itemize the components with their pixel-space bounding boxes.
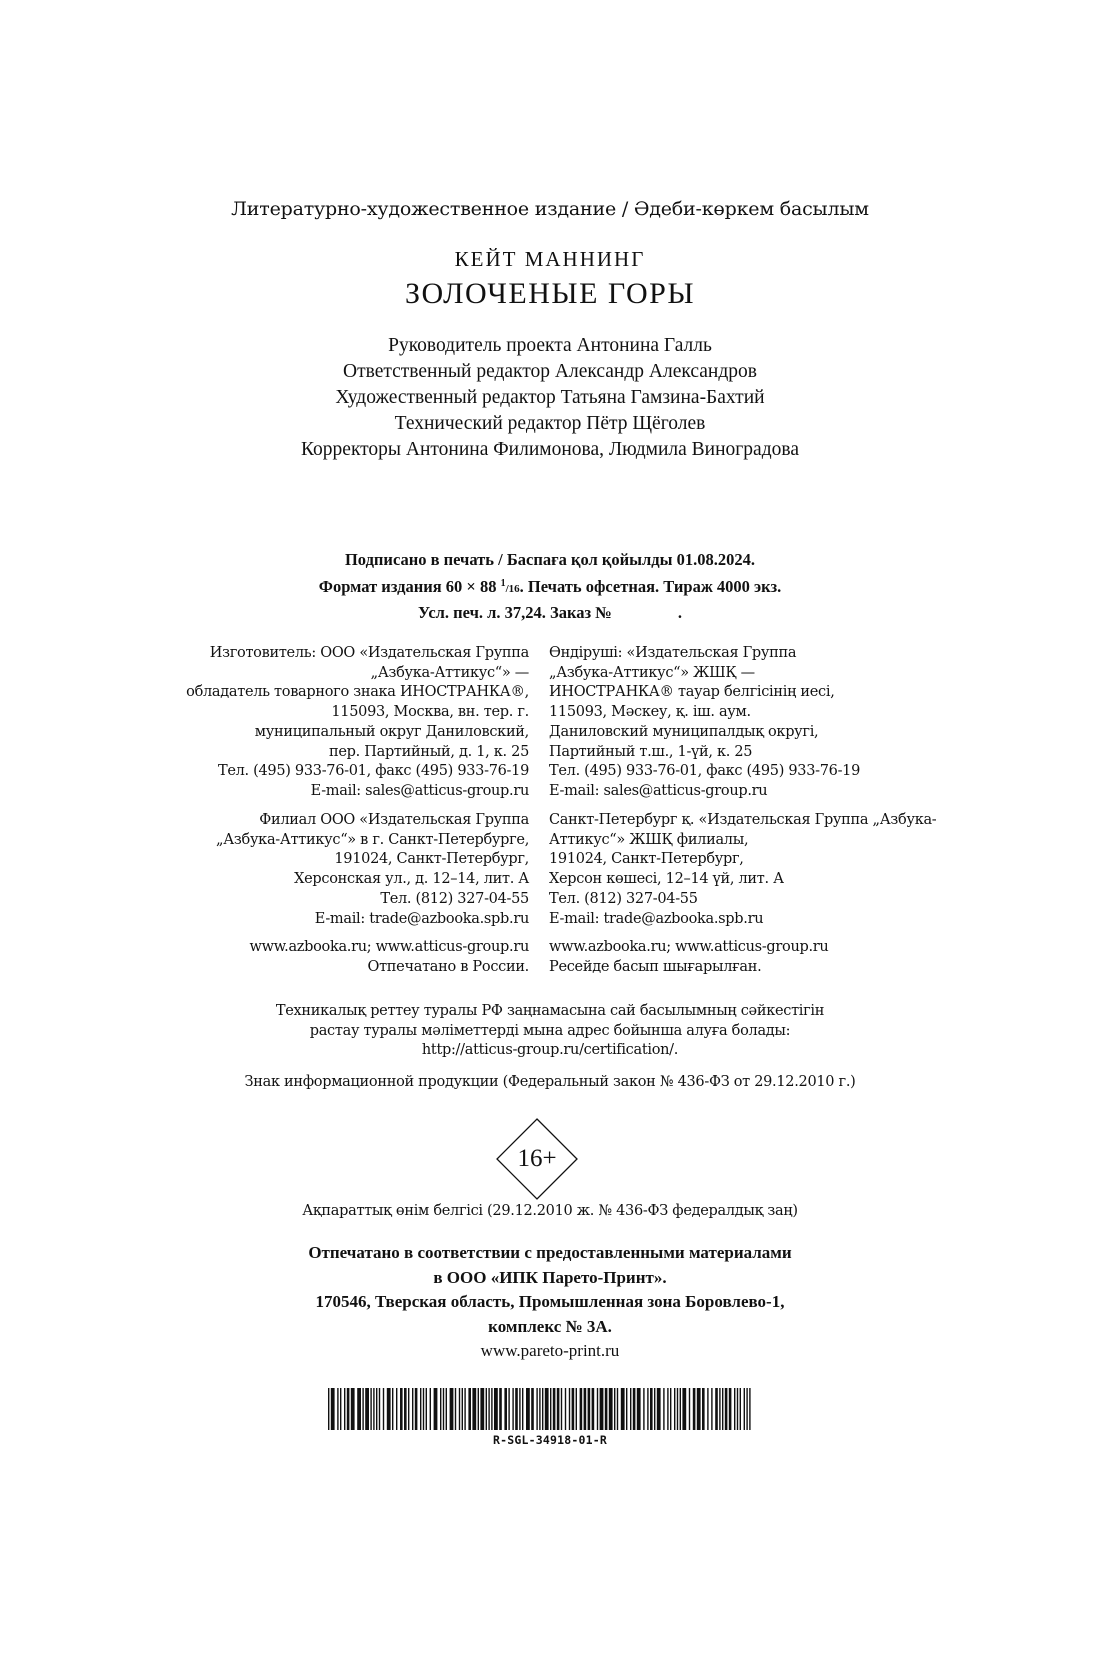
barcode-bar bbox=[504, 1388, 507, 1430]
barcode-bar bbox=[536, 1388, 537, 1430]
branch-kz-line: 191024, Санкт-Петербург, bbox=[549, 851, 744, 868]
barcode-bar bbox=[693, 1388, 696, 1430]
barcode-bar bbox=[588, 1388, 591, 1430]
barcode-bar bbox=[576, 1388, 577, 1430]
barcode-bar bbox=[494, 1388, 498, 1430]
barcode-bar bbox=[545, 1388, 549, 1430]
barcode-bar bbox=[396, 1388, 397, 1430]
barcode-bar bbox=[531, 1388, 534, 1430]
info-sign-ru: Знак информационной продукции (Федеральный закон № 436-ФЗ от 29.12.2010 г.) bbox=[244, 1074, 856, 1090]
manufacturer-ru-line: „Азбука-Аттикус“» — bbox=[370, 664, 529, 681]
barcode-bar bbox=[734, 1388, 735, 1430]
barcode-bar bbox=[689, 1388, 690, 1430]
barcode-bar bbox=[519, 1388, 520, 1430]
barcode-bar bbox=[626, 1388, 627, 1430]
manufacturer-kz-line: „Азбука-Аттикус“» ЖШҚ — bbox=[549, 664, 755, 681]
barcode-bar bbox=[680, 1388, 681, 1430]
websites-ru: www.azbooka.ru; www.atticus-group.ru bbox=[249, 939, 529, 955]
web-kz bbox=[549, 938, 828, 977]
branch-kz-line: Санкт-Петербург қ. «Издательская Группа „Азбука- bbox=[549, 812, 937, 828]
certification-url: http://atticus-group.ru/certification/. bbox=[421, 1042, 679, 1058]
barcode-bar bbox=[526, 1388, 530, 1430]
barcode-bar bbox=[464, 1388, 465, 1430]
branch-kz bbox=[549, 811, 936, 929]
websites-kz: www.azbooka.ru; www.atticus-group.ru bbox=[549, 939, 829, 955]
barcode-bar bbox=[415, 1388, 418, 1430]
barcode-bar bbox=[647, 1388, 648, 1430]
barcode-bar bbox=[729, 1388, 732, 1430]
branch-ru-line: „Азбука-Аттикус“» в г. Санкт-Петербурге, bbox=[216, 831, 529, 848]
barcode-bar bbox=[580, 1388, 583, 1430]
branch-kz-line: Аттикус“» ЖШҚ филиалы, bbox=[549, 831, 749, 848]
branch-ru-email: E-mail: trade@azbooka.spb.ru bbox=[314, 910, 529, 927]
web-ru bbox=[250, 938, 529, 977]
printed-in-russia: Отпечатано в России. bbox=[367, 958, 529, 975]
barcode-bar bbox=[605, 1388, 608, 1430]
manufacturer-ru-line: 115093, Москва, вн. тер. г. bbox=[331, 704, 529, 721]
info-sign-kz: Ақпараттық өнім белгісі (29.12.2010 ж. № 436-ФЗ федералдық заң) bbox=[302, 1203, 798, 1219]
barcode-number: R-SGL-34918-01-R bbox=[493, 1433, 607, 1447]
barcode-bar bbox=[347, 1388, 350, 1430]
print-info-block bbox=[0, 548, 1100, 625]
barcode-bar bbox=[362, 1388, 363, 1430]
barcode-bar bbox=[351, 1388, 355, 1430]
barcode-bar bbox=[600, 1388, 604, 1430]
book-title: ЗОЛОЧЕНЫЕ ГОРЫ bbox=[404, 277, 696, 310]
barcode-bar bbox=[740, 1388, 741, 1430]
barcode-bar bbox=[677, 1388, 678, 1430]
barcode-bar bbox=[702, 1388, 705, 1430]
barcode-bar bbox=[697, 1388, 701, 1430]
branch-ru-phone: Тел. (812) 327-04-55 bbox=[380, 890, 529, 907]
barcode-bar bbox=[737, 1388, 738, 1430]
format-line bbox=[0, 572, 1100, 601]
format-prefix: Формат издания 60 × 88 bbox=[318, 577, 501, 596]
branch-kz-email: E-mail: trade@azbooka.spb.ru bbox=[549, 910, 764, 927]
barcode-bar bbox=[592, 1388, 595, 1430]
barcode-bar bbox=[682, 1388, 686, 1430]
barcode-bar bbox=[392, 1388, 393, 1430]
branch-ru-line: Филиал ООО «Издательская Группа bbox=[259, 812, 529, 828]
certification-block bbox=[0, 1002, 1100, 1061]
barcode-bar bbox=[512, 1388, 513, 1430]
manufacturer-kz-line: Өндіруші: «Издательская Группа bbox=[549, 645, 797, 661]
barcode-bar bbox=[450, 1388, 454, 1430]
barcode-bar bbox=[711, 1388, 712, 1430]
barcode-bar bbox=[561, 1388, 562, 1430]
barcode-bar bbox=[508, 1388, 509, 1430]
barcode-bar bbox=[488, 1388, 489, 1430]
credit-project-lead: Руководитель проекта Антонина Галль bbox=[388, 335, 712, 356]
barcode-bar bbox=[722, 1388, 723, 1430]
format-suffix: . Печать офсетная. Тираж 4000 экз. bbox=[519, 577, 782, 596]
barcode-bar bbox=[609, 1388, 613, 1430]
barcode-bar bbox=[365, 1388, 369, 1430]
manufacturer-kz-line: Партийный т.ш., 1-үй, к. 25 bbox=[549, 743, 753, 760]
barcode-bar bbox=[376, 1388, 377, 1430]
signed-to-print: Подписано в печать / Баспаға қол қойылды 01.08.2024. bbox=[344, 550, 756, 569]
barcode-bar bbox=[491, 1388, 492, 1430]
printer-line: комплекс № 3А. bbox=[488, 1316, 612, 1336]
printed-in-russia-kz: Ресейде басып шығарылған. bbox=[549, 958, 762, 975]
certification-line: Техникалық реттеу туралы РФ заңнамасына сай басылымның сәйкестігін bbox=[275, 1003, 825, 1019]
sheets-order: Усл. печ. л. 37,24. Заказ № . bbox=[418, 603, 682, 622]
manufacturer-ru-phone: Тел. (495) 933-76-01, факс (495) 933-76-19 bbox=[217, 763, 529, 780]
credit-managing-editor: Ответственный редактор Александр Александров bbox=[343, 361, 757, 382]
barcode-bar bbox=[404, 1388, 407, 1430]
barcode-bar bbox=[430, 1388, 431, 1430]
barcode-bar bbox=[434, 1388, 438, 1430]
manufacturer-kz-line: 115093, Мәскеу, қ. іш. аум. bbox=[549, 704, 751, 721]
branch-ru-line: 191024, Санкт-Петербург, bbox=[334, 851, 529, 868]
barcode-bar bbox=[515, 1388, 518, 1430]
credit-proofreaders: Корректоры Антонина Филимонова, Людмила Виноградова bbox=[301, 439, 799, 460]
format-fraction-num: 1 bbox=[500, 578, 506, 589]
branch-ru bbox=[216, 811, 529, 929]
barcode-bar bbox=[408, 1388, 409, 1430]
manufacturer-ru-line: Изготовитель: ООО «Издательская Группа bbox=[209, 645, 529, 661]
barcode-bar bbox=[459, 1388, 460, 1430]
barcode-bar bbox=[572, 1388, 575, 1430]
barcode-bar bbox=[667, 1388, 668, 1430]
barcode-bar bbox=[542, 1388, 543, 1430]
barcode bbox=[328, 1388, 752, 1430]
barcode-bar bbox=[553, 1388, 556, 1430]
branch-kz-line: Херсон көшесі, 12–14 үй, лит. А bbox=[549, 871, 784, 888]
barcode-bar bbox=[455, 1388, 456, 1430]
barcode-bar bbox=[373, 1388, 374, 1430]
age-rating: 16+ bbox=[517, 1145, 557, 1172]
barcode-bar bbox=[412, 1388, 413, 1430]
barcode-bar bbox=[674, 1388, 675, 1430]
barcode-bar bbox=[650, 1388, 653, 1430]
barcode-bar bbox=[657, 1388, 661, 1430]
barcode-bar bbox=[423, 1388, 424, 1430]
manufacturer-kz-line: ИНОСТРАНКА® тауар белгісінің иесі, bbox=[549, 684, 835, 701]
barcode-bar bbox=[719, 1388, 720, 1430]
barcode-bar bbox=[344, 1388, 345, 1430]
barcode-bar bbox=[621, 1388, 625, 1430]
barcode-bar bbox=[749, 1388, 750, 1430]
barcode-bar bbox=[340, 1388, 341, 1430]
barcode-bar bbox=[426, 1388, 427, 1430]
manufacturer-ru-email: E-mail: sales@atticus-group.ru bbox=[310, 782, 529, 799]
barcode-bar bbox=[400, 1388, 403, 1430]
printer-url: www.pareto-print.ru bbox=[480, 1341, 620, 1360]
barcode-bar bbox=[337, 1388, 338, 1430]
barcode-bar bbox=[328, 1388, 329, 1430]
barcode-bar bbox=[440, 1388, 441, 1430]
format-fraction-den: /16 bbox=[505, 583, 520, 595]
barcode-bar bbox=[725, 1388, 728, 1430]
barcode-bar bbox=[357, 1388, 361, 1430]
printer-line: в ООО «ИПК Парето-Принт». bbox=[433, 1267, 667, 1287]
edition-type: Литературно-художественное издание / Әдеби-көркем басылым bbox=[231, 198, 869, 220]
barcode-bar bbox=[597, 1388, 598, 1430]
manufacturer-ru bbox=[186, 644, 529, 802]
barcode-bar bbox=[744, 1388, 745, 1430]
printer-block bbox=[0, 1241, 1100, 1364]
barcode-bar bbox=[654, 1388, 655, 1430]
barcode-bar bbox=[370, 1388, 371, 1430]
barcode-bar bbox=[443, 1388, 444, 1430]
branch-ru-line: Херсонская ул., д. 12–14, лит. А bbox=[294, 871, 529, 888]
barcode-bar bbox=[630, 1388, 631, 1430]
printer-line: Отпечатано в соответствии с предоставленными материалами bbox=[308, 1243, 792, 1262]
manufacturer-kz bbox=[549, 644, 860, 802]
manufacturer-kz-line: Даниловский муниципалдық округі, bbox=[549, 723, 819, 740]
branch-kz-phone: Тел. (812) 327-04-55 bbox=[549, 890, 698, 907]
barcode-bar bbox=[715, 1388, 718, 1430]
barcode-bar bbox=[663, 1388, 664, 1430]
barcode-bar bbox=[331, 1388, 335, 1430]
credit-technical-editor: Технический редактор Пётр Щёголев bbox=[394, 413, 706, 434]
credits-block bbox=[0, 333, 1100, 463]
barcode-bar bbox=[569, 1388, 570, 1430]
barcode-bar bbox=[557, 1388, 560, 1430]
barcode-bar bbox=[468, 1388, 471, 1430]
manufacturer-ru-line: пер. Партийный, д. 1, к. 25 bbox=[329, 743, 529, 760]
barcode-bar bbox=[633, 1388, 636, 1430]
barcode-bar bbox=[472, 1388, 476, 1430]
barcode-bar bbox=[462, 1388, 463, 1430]
barcode-bar bbox=[617, 1388, 618, 1430]
barcode-bar bbox=[550, 1388, 551, 1430]
manufacturer-kz-email: E-mail: sales@atticus-group.ru bbox=[549, 782, 768, 799]
barcode-bar bbox=[480, 1388, 484, 1430]
barcode-bar bbox=[383, 1388, 384, 1430]
barcode-bar bbox=[614, 1388, 615, 1430]
barcode-bar bbox=[539, 1388, 540, 1430]
credit-art-editor: Художественный редактор Татьяна Гамзина-Бахтий bbox=[335, 387, 765, 408]
printer-line: 170546, Тверская область, Промышленная зона Боровлево-1, bbox=[315, 1292, 785, 1311]
barcode-bar bbox=[446, 1388, 447, 1430]
barcode-bar bbox=[420, 1388, 421, 1430]
book-author: КЕЙТ МАННИНГ bbox=[454, 247, 646, 271]
barcode-bar bbox=[637, 1388, 641, 1430]
barcode-bar bbox=[499, 1388, 502, 1430]
barcode-bar bbox=[670, 1388, 671, 1430]
barcode-bar bbox=[584, 1388, 587, 1430]
barcode-bar bbox=[478, 1388, 479, 1430]
manufacturer-ru-line: муниципальный округ Даниловский, bbox=[254, 723, 529, 740]
barcode-bar bbox=[486, 1388, 487, 1430]
barcode-bar bbox=[522, 1388, 523, 1430]
barcode-bar bbox=[746, 1388, 747, 1430]
manufacturer-kz-phone: Тел. (495) 933-76-01, факс (495) 933-76-19 bbox=[549, 763, 861, 780]
barcode-bar bbox=[643, 1388, 644, 1430]
barcode-bar bbox=[379, 1388, 380, 1430]
certification-line: растау туралы мәліметтерді мына адрес бойынша алуға болады: bbox=[309, 1022, 791, 1039]
barcode-bar bbox=[387, 1388, 391, 1430]
barcode-bar bbox=[707, 1388, 708, 1430]
barcode-bar bbox=[565, 1388, 566, 1430]
manufacturer-ru-line: обладатель товарного знака ИНОСТРАНКА®, bbox=[186, 684, 529, 701]
